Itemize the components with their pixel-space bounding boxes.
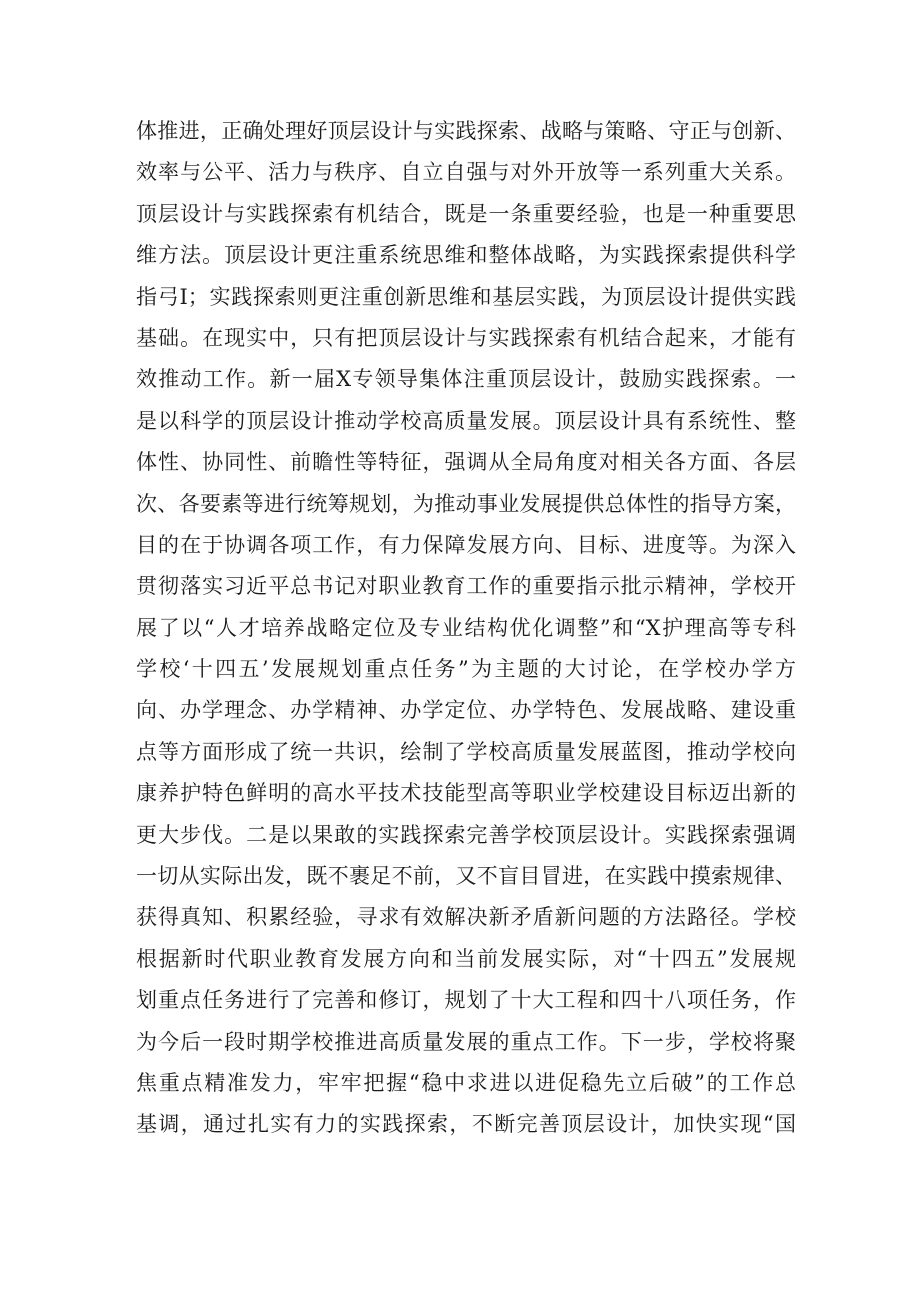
- text-line: 贯彻落实习近平总书记对职业教育工作的重要指示批示精神，学校开: [136, 574, 796, 599]
- text-line: 点等方面形成了统一共识，绘制了学校高质量发展蓝图，推动学校向: [136, 739, 796, 764]
- text-line: 为今后一段时期学校推进高质量发展的重点工作。下一步，学校将聚: [136, 1029, 796, 1054]
- text-line: 体推进，正确处理好顶层设计与实践探索、战略与策略、守正与创新、: [136, 119, 796, 143]
- text-line: 基调，通过扎实有力的实践探索，不断完善顶层设计，加快实现“国: [136, 1112, 796, 1137]
- text-line: 效率与公平、活力与秩序、自立自强与对外开放等一系列重大关系。: [136, 160, 796, 185]
- text-line: 获得真知、积累经验，寻求有效解决新矛盾新问题的方法路径。学校: [136, 905, 796, 930]
- text-line: 基础。在现实中，只有把顶层设计与实践探索有机结合起来，才能有: [136, 325, 796, 350]
- text-line: 学校‘十四五’发展规划重点任务”为主题的大讨论，在学校办学方: [136, 657, 796, 682]
- body-paragraph: [136, 111, 796, 1146]
- text-line: 向、办学理念、办学精神、办学定位、办学特色、发展战略、建设重: [136, 698, 796, 723]
- text-line: 指弓I；实践探索则更注重创新思维和基层实践，为顶层设计提供实践: [136, 284, 796, 309]
- text-line: 维方法。顶层设计更注重系统思维和整体战略，为实践探索提供科学: [136, 243, 796, 268]
- text-line: 展了以“人才培养战略定位及专业结构优化调整”和“X护理高等专科: [136, 615, 796, 640]
- text-line: 目的在于协调各项工作，有力保障发展方向、目标、进度等。为深入: [136, 532, 796, 557]
- text-line: 顶层设计与实践探索有机结合，既是一条重要经验，也是一种重要思: [136, 201, 796, 226]
- text-line: 次、各要素等进行统筹规划，为推动事业发展提供总体性的指导方案，: [136, 491, 796, 516]
- text-line: 根据新时代职业教育发展方向和当前发展实际，对“十四五”发展规: [136, 946, 796, 971]
- text-line: 康养护特色鲜明的高水平技术技能型高等职业学校建设目标迈出新的: [136, 781, 796, 806]
- text-line: 一切从实际出发，既不裹足不前，又不盲目冒进，在实践中摸索规律、: [136, 864, 796, 889]
- text-line: 体性、协同性、前瞻性等特征，强调从全局角度对相关各方面、各层: [136, 450, 796, 475]
- text-line: 效推动工作。新一届X专领导集体注重顶层设计，鼓励实践探索。一: [136, 367, 796, 392]
- text-line: 划重点任务进行了完善和修订，规划了十大工程和四十八项任务，作: [136, 988, 796, 1013]
- text-line: 更大步伐。二是以果敢的实践探索完善学校顶层设计。实践探索强调: [136, 822, 796, 847]
- text-line: 是以科学的顶层设计推动学校高质量发展。顶层设计具有系统性、整: [136, 408, 796, 433]
- text-line: 焦重点精准发力，牢牢把握“稳中求进以进促稳先立后破”的工作总: [136, 1070, 796, 1095]
